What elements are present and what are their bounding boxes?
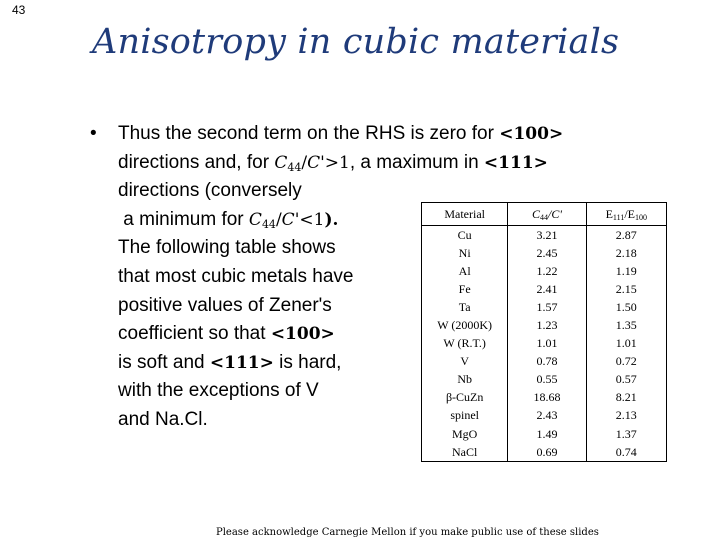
math-symbol: C [307, 152, 321, 173]
table-row [422, 298, 667, 316]
table-cell-material: Cu [422, 226, 508, 245]
math-direction: <111> [483, 152, 548, 173]
table-cell-ratio: 1.57 [508, 298, 586, 316]
body-text-span: is soft and [118, 351, 210, 373]
header-ratio-subscript: 44 [540, 212, 548, 222]
table-cell-ratio: 1.23 [508, 316, 586, 334]
header-ratio-tail: /C' [548, 206, 562, 221]
math-symbol: C [274, 152, 288, 173]
table-row [422, 262, 667, 280]
table-row [422, 244, 667, 262]
table-row [422, 335, 667, 353]
table-cell-ratio: 18.68 [508, 389, 586, 407]
table-cell-ratio: 0.55 [508, 371, 586, 389]
table-row [422, 316, 667, 334]
header-e-ratio [586, 203, 666, 226]
table-cell-e: 0.74 [586, 443, 666, 462]
math-direction: <111> [209, 352, 274, 373]
table-cell-e: 0.57 [586, 371, 666, 389]
body-line-5: The following table shows [118, 237, 336, 259]
body-line-7: positive values of Zener's [118, 294, 332, 316]
math-symbol: '> [320, 152, 339, 173]
math-symbol: '< [294, 209, 314, 230]
table-row [422, 407, 667, 425]
table-row [422, 280, 667, 298]
table-cell-ratio: 0.69 [508, 443, 586, 462]
zener-table-container [421, 202, 667, 477]
body-line-3: directions (conversely [118, 180, 302, 202]
math-direction: <100> [270, 324, 335, 345]
math-direction: <100> [499, 124, 564, 144]
table-cell-ratio: 2.43 [508, 407, 586, 425]
body-line-10: with the exceptions of V [118, 380, 319, 402]
table-cell-e: 2.87 [586, 226, 666, 245]
table-cell-material: Ta [422, 298, 508, 316]
math-symbol: ). [324, 209, 339, 230]
math-symbol: C [248, 209, 262, 230]
table-cell-material: Al [422, 262, 508, 280]
table-cell-e: 2.13 [586, 407, 666, 425]
body-text-span: is hard, [273, 351, 342, 373]
body-text-span: directions and, for [118, 151, 275, 173]
table-row [422, 226, 667, 245]
table-cell-ratio: 2.45 [508, 244, 586, 262]
body-line-11: and Na.Cl. [118, 408, 208, 430]
table-cell-material: V [422, 353, 508, 371]
table-cell-material: W (R.T.) [422, 335, 508, 353]
header-e-symbol: /E [624, 206, 635, 221]
math-symbol: 1 [339, 152, 350, 173]
footer-note: Please acknowledge Carnegie Mellon if you make public use of these slides [216, 527, 599, 538]
table-cell-e: 0.72 [586, 353, 666, 371]
table-cell-material: spinel [422, 407, 508, 425]
table-cell-ratio: 1.22 [508, 262, 586, 280]
table-row [422, 389, 667, 407]
bullet-marker: • [90, 123, 97, 144]
body-text-span: , a maximum in [349, 151, 484, 173]
body-text-span: coefficient so that [118, 323, 271, 345]
table-cell-e: 1.01 [586, 335, 666, 353]
table-row [422, 353, 667, 371]
table-cell-material: MgO [422, 425, 508, 443]
table-cell-e: 1.19 [586, 262, 666, 280]
slide-title: Anisotropy in cubic materials [92, 22, 620, 62]
slide-number: 43 [12, 3, 26, 17]
body-text-span: a minimum for [118, 208, 249, 230]
math-symbol: 1 [313, 209, 325, 230]
header-ratio-symbol: C [531, 206, 540, 221]
table-cell-e: 2.18 [586, 244, 666, 262]
body-line-1 [118, 120, 658, 149]
math-subscript: 44 [287, 160, 302, 174]
table-cell-e: 2.15 [586, 280, 666, 298]
table-row [422, 371, 667, 389]
table-cell-material: Ni [422, 244, 508, 262]
header-material: Material [422, 203, 508, 226]
math-symbol: C [281, 209, 295, 230]
zener-table [421, 202, 667, 462]
table-cell-ratio: 2.41 [508, 280, 586, 298]
table-cell-ratio: 3.21 [508, 226, 586, 245]
table-cell-material: Nb [422, 371, 508, 389]
math-subscript: 44 [261, 217, 276, 231]
table-cell-e: 1.35 [586, 316, 666, 334]
header-e-symbol: E [605, 206, 613, 221]
header-ratio [508, 203, 586, 226]
table-cell-material: Fe [422, 280, 508, 298]
table-cell-material: NaCl [422, 443, 508, 462]
body-text-span: Thus the second term on the RHS is zero for [118, 123, 500, 144]
body-line-2 [118, 149, 658, 178]
header-e-subscript: 100 [635, 212, 647, 222]
table-cell-ratio: 1.49 [508, 425, 586, 443]
body-line-6: that most cubic metals have [118, 265, 354, 287]
table-cell-e: 8.21 [586, 389, 666, 407]
table-cell-ratio: 1.01 [508, 335, 586, 353]
table-cell-e: 1.37 [586, 425, 666, 443]
table-cell-material: β-CuZn [422, 389, 508, 407]
math-symbol: / [301, 152, 308, 173]
table-cell-ratio: 0.78 [508, 353, 586, 371]
table-cell-material: W (2000K) [422, 316, 508, 334]
table-row [422, 425, 667, 443]
header-e-subscript: 111 [612, 212, 625, 222]
table-cell-e: 1.50 [586, 298, 666, 316]
table-header-row [422, 203, 667, 226]
table-row [422, 443, 667, 462]
math-symbol: / [275, 209, 282, 230]
